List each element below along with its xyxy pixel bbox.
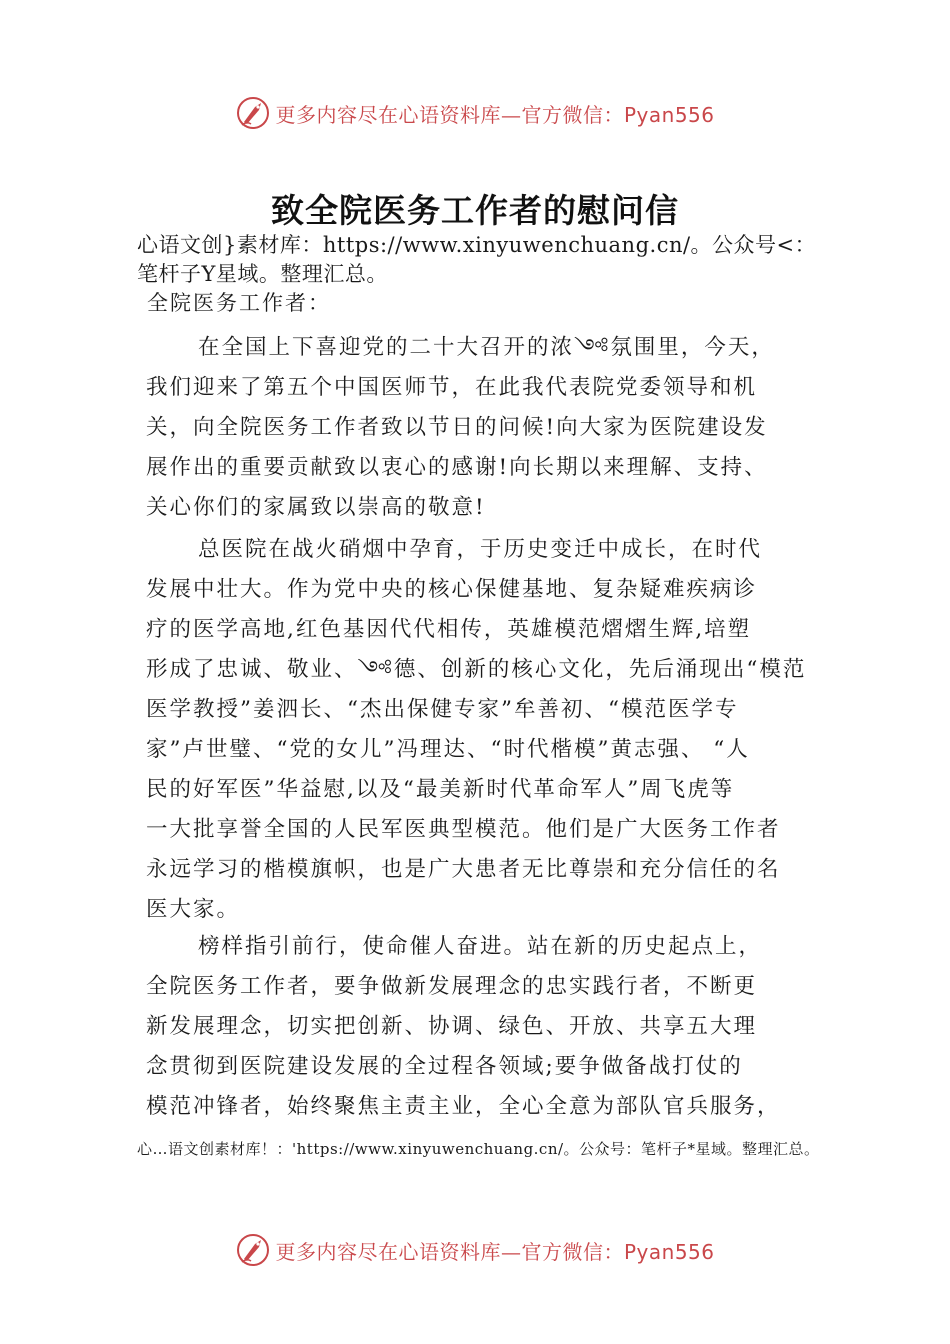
header-banner xyxy=(0,95,950,131)
text-line: 发展中壮大。作为党中央的核心保健基地、复杂疑难疾病诊 xyxy=(146,577,758,602)
text-line: 全院医务工作者，要争做新发展理念的忠实践行者，不断更 xyxy=(146,974,758,999)
pen-nib-logo-icon xyxy=(235,95,271,131)
text-line: 形成了忠诚、敬业、༺德、创新的核心文化，先后涌现出“模范 xyxy=(146,657,807,682)
text-line: 关心你们的家属致以崇高的敬意! xyxy=(146,495,486,520)
text-line: 新发展理念，切实把创新、协调、绿色、开放、共享五大理 xyxy=(146,1014,758,1039)
text-line: 一大批享誉全国的人民军医典型模范。他们是广大医务工作者 xyxy=(146,817,781,842)
text-line: 民的好军医”华益慰,以及“最美新时代革命军人”周飞虎等 xyxy=(146,777,735,802)
text-line: 医大家。 xyxy=(146,897,241,922)
paragraph-1 xyxy=(146,328,826,528)
wechat-id: Pyan556 xyxy=(623,1239,715,1264)
page-title: 致全院医务工作者的慰问信 xyxy=(271,191,679,230)
text-line: 在全国上下喜迎党的二十大召开的浓༺氛围里，今天， xyxy=(198,335,775,360)
text-line: 榜样指引前行，使命催人奋进。站在新的历史起点上， xyxy=(198,934,763,959)
footer-note: 心…语文创素材库！：'https://www.xinyuwenchuang.cn/。公众号：笔杆子*星域。整理汇总。 xyxy=(137,1140,820,1158)
text-line: 疗的医学高地,红色基因代代相传，英雄模范熠熠生辉,培塑 xyxy=(146,617,752,642)
text-line: 我们迎来了第五个中国医师节，在此我代表院党委领导和机 xyxy=(146,375,758,400)
source-note: 心语文创}素材库：https://www.xinyuwenchuang.cn/。公众号<：笔杆子Y星域。整理汇总。 xyxy=(137,233,817,286)
text-line: 总医院在战火硝烟中孕育，于历史变迁中成长，在时代 xyxy=(198,537,763,562)
salutation: 全院医务工作者： xyxy=(147,291,331,315)
banner-text: 更多内容尽在心语资料库—官方微信：Pyan556 xyxy=(275,1239,715,1264)
text-line: 念贯彻到医院建设发展的全过程各领域;要争做备战打仗的 xyxy=(146,1054,743,1079)
pen-nib-logo-icon xyxy=(235,1232,271,1268)
paragraph-3 xyxy=(146,927,826,1127)
text-line: 医学教授”姜泗长、“杰出保健专家”牟善初、“模范医学专 xyxy=(146,697,739,722)
text-line: 关，向全院医务工作者致以节日的问候!向大家为医院建设发 xyxy=(146,415,768,440)
paragraph-2 xyxy=(146,530,826,930)
footer-banner xyxy=(0,1232,950,1268)
text-line: 永远学习的楷模旗帜，也是广大患者无比尊崇和充分信任的名 xyxy=(146,857,781,882)
text-line: 模范冲锋者，始终聚焦主责主业，全心全意为部队官兵服务， xyxy=(146,1094,781,1119)
text-line: 家”卢世璧、“党的女儿”冯理达、“时代楷模”黄志强、 “人 xyxy=(146,737,750,762)
text-line: 展作出的重要贡献致以衷心的感谢!向长期以来理解、支持、 xyxy=(146,455,768,480)
banner-text: 更多内容尽在心语资料库—官方微信：Pyan556 xyxy=(275,102,715,127)
wechat-id: Pyan556 xyxy=(623,102,715,127)
